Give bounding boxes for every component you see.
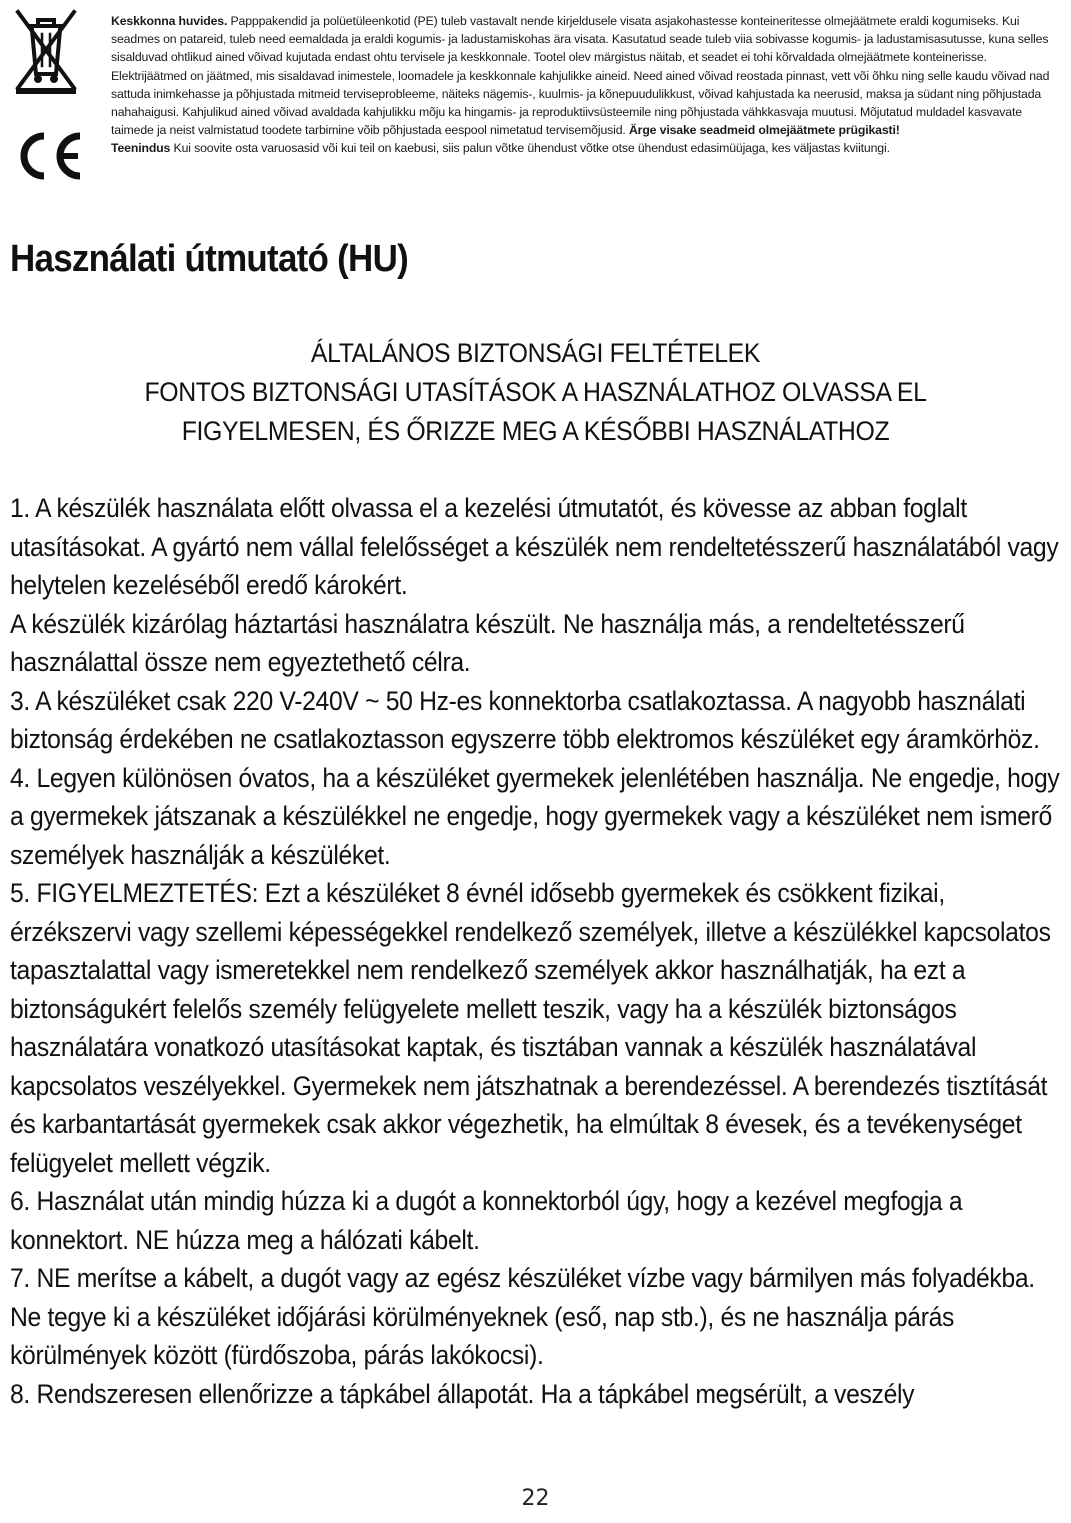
section-heading: [0, 334, 1071, 451]
instruction-paragraph: 8. Rendszeresen ellenőrizze a tápkábel állapotát. Ha a tápkábel megsérült, a veszély: [10, 1378, 915, 1409]
heading-line-3: FIGYELMESEN, ÉS ŐRIZZE MEG A KÉSŐBBI HASZNÁLATHOZ: [181, 416, 890, 446]
instructions-body: [10, 489, 1062, 1413]
service-label: Teenindus: [111, 141, 171, 156]
environmental-notice: [111, 12, 1061, 158]
instruction-paragraph: 6. Használat után mindig húzza ki a dugót a konnektorból úgy, hogy a kezével megfogja a konnektort. NE húzza meg a hálózati kábelt.: [10, 1186, 963, 1255]
ce-mark-icon: [16, 128, 86, 184]
notice-lead: Keskkonna huvides.: [111, 14, 228, 28]
page-number: 22: [521, 1486, 550, 1511]
notice-warning: Ärge visake seadmeid olmejäätmete prügikasti!: [628, 123, 900, 138]
instruction-paragraph: 3. A készüléket csak 220 V-240V ~ 50 Hz-es konnektorba csatlakoztassa. A nagyobb használati biztonság érdekében ne csatlakoztasson egyszerre több elektromos készüléket egy áramkörhöz.: [10, 685, 1040, 754]
instruction-paragraph: 1. A készülék használata előtt olvassa el a kezelési útmutatót, és kövesse az abban foglalt utasításokat. A gyártó nem vállal felelősséget a készülék nem rendeltetésszerű használatából vagy helytelen kezeléséből eredő károkért.: [10, 493, 1059, 600]
heading-line-2: FONTOS BIZTONSÁGI UTASÍTÁSOK A HASZNÁLATHOZ OLVASSA EL: [144, 377, 927, 407]
instruction-paragraph: 7. NE merítse a kábelt, a dugót vagy az egész készüléket vízbe vagy bármilyen más folyadékba. Ne tegye ki a készüléket időjárási körülményeknek (eső, nap stb.), és ne használja párás körülmények között (fürdőszoba, párás lakókocsi).: [10, 1263, 1035, 1370]
page-title: Használati útmutató (HU): [10, 238, 408, 280]
notice-text: Papppakendid ja polüetüleenkotid (PE) tuleb vastavalt nende kirjeldusele visata asjakohastesse konteineritesse olmejäätmete eraldi kogumiseks. Kui seadmes on patareid, tuleb need eemaldada ja eraldi kogumis- ja ladustamiskohas ära visata. Kasutatud seade tuleb viia sobivasse kogumis- ja ladustamisasutusse, kuna selles sisalduvad ohtlikud ained võivad kujutada endast ohtu tervisele ja keskkonnale. Tootel olev märgistus näitab, et seadet ei tohi kõrvaldada olmejäätmete konteinerisse. Elektrijäätmed on jäätmed, mis sisaldavad inimestele, loomadele ja keskkonnale kahjulikke aineid. Need ained võivad reostada pinnast, vett või õhku ning selle kaudu võivad nad sattuda inimkehasse ja põhjustada mitmeid terviseprobleeme, näiteks nägemis-, kuulmis- ja kõnepuudulikkust, võivad kahjustada ka neerusid, maksa ja südant ning põhjustada nahahaigusi. Kahjulikud ained võivad avaldada kahjulikku mõju ka hingamis- ja reproduktiivsüsteemile ning põhjustada vähkkasvaja muutusi. Mõjutatud muldadel kasvavate taimede ja neist valmistatud toodete tarbimine võib põhjustada eespool nimetatud tervisemõjusid.: [111, 14, 1050, 138]
weee-crossed-bin-icon: [14, 8, 78, 94]
instruction-paragraph: 4. Legyen különösen óvatos, ha a készüléket gyermekek jelenlétében használja. Ne engedje, hogy a gyermekek játszanak a készülékkel ne engedje, hogy gyermekek vagy a készüléket nem ismerő személyek használják a készüléket.: [10, 762, 1060, 870]
instruction-paragraph: A készülék kizárólag háztartási használatra készült. Ne használja más, a rendeltetésszerű használattal össze nem egyeztethető célra.: [10, 608, 965, 677]
instruction-paragraph: 5. FIGYELMEZTETÉS: Ezt a készüléket 8 évnél idősebb gyermekek és csökkent fizikai, érzékszervi vagy szellemi képességekkel rendelkező személyek, illetve a készülékkel kapcsolatos tapasztalattal vagy ismeretekkel nem rendelkező személyek akkor használhatják, ha ezt a biztonságukért felelős személy felügyelete mellett teszik, vagy ha a készülék biztonságos használatára vonatkozó utasításokat kaptak, és tisztában vannak a készülék használatával kapcsolatos veszélyekkel. Gyermekek nem játszhatnak a berendezéssel. A berendezés tisztítását és karbantartását gyermekek csak akkor végezhetik, ha elmúltak 8 évesek, és a tevékenységet felügyelet mellett végzik.: [10, 878, 1051, 1178]
heading-line-1: ÁLTALÁNOS BIZTONSÁGI FELTÉTELEK: [310, 338, 761, 368]
service-text: Kui soovite osta varuosasid või kui teil on kaebusi, siis palun võtke ühendust võtke otse ühendust edasimüüjaga, kes väljastas kviitungi.: [173, 141, 890, 156]
